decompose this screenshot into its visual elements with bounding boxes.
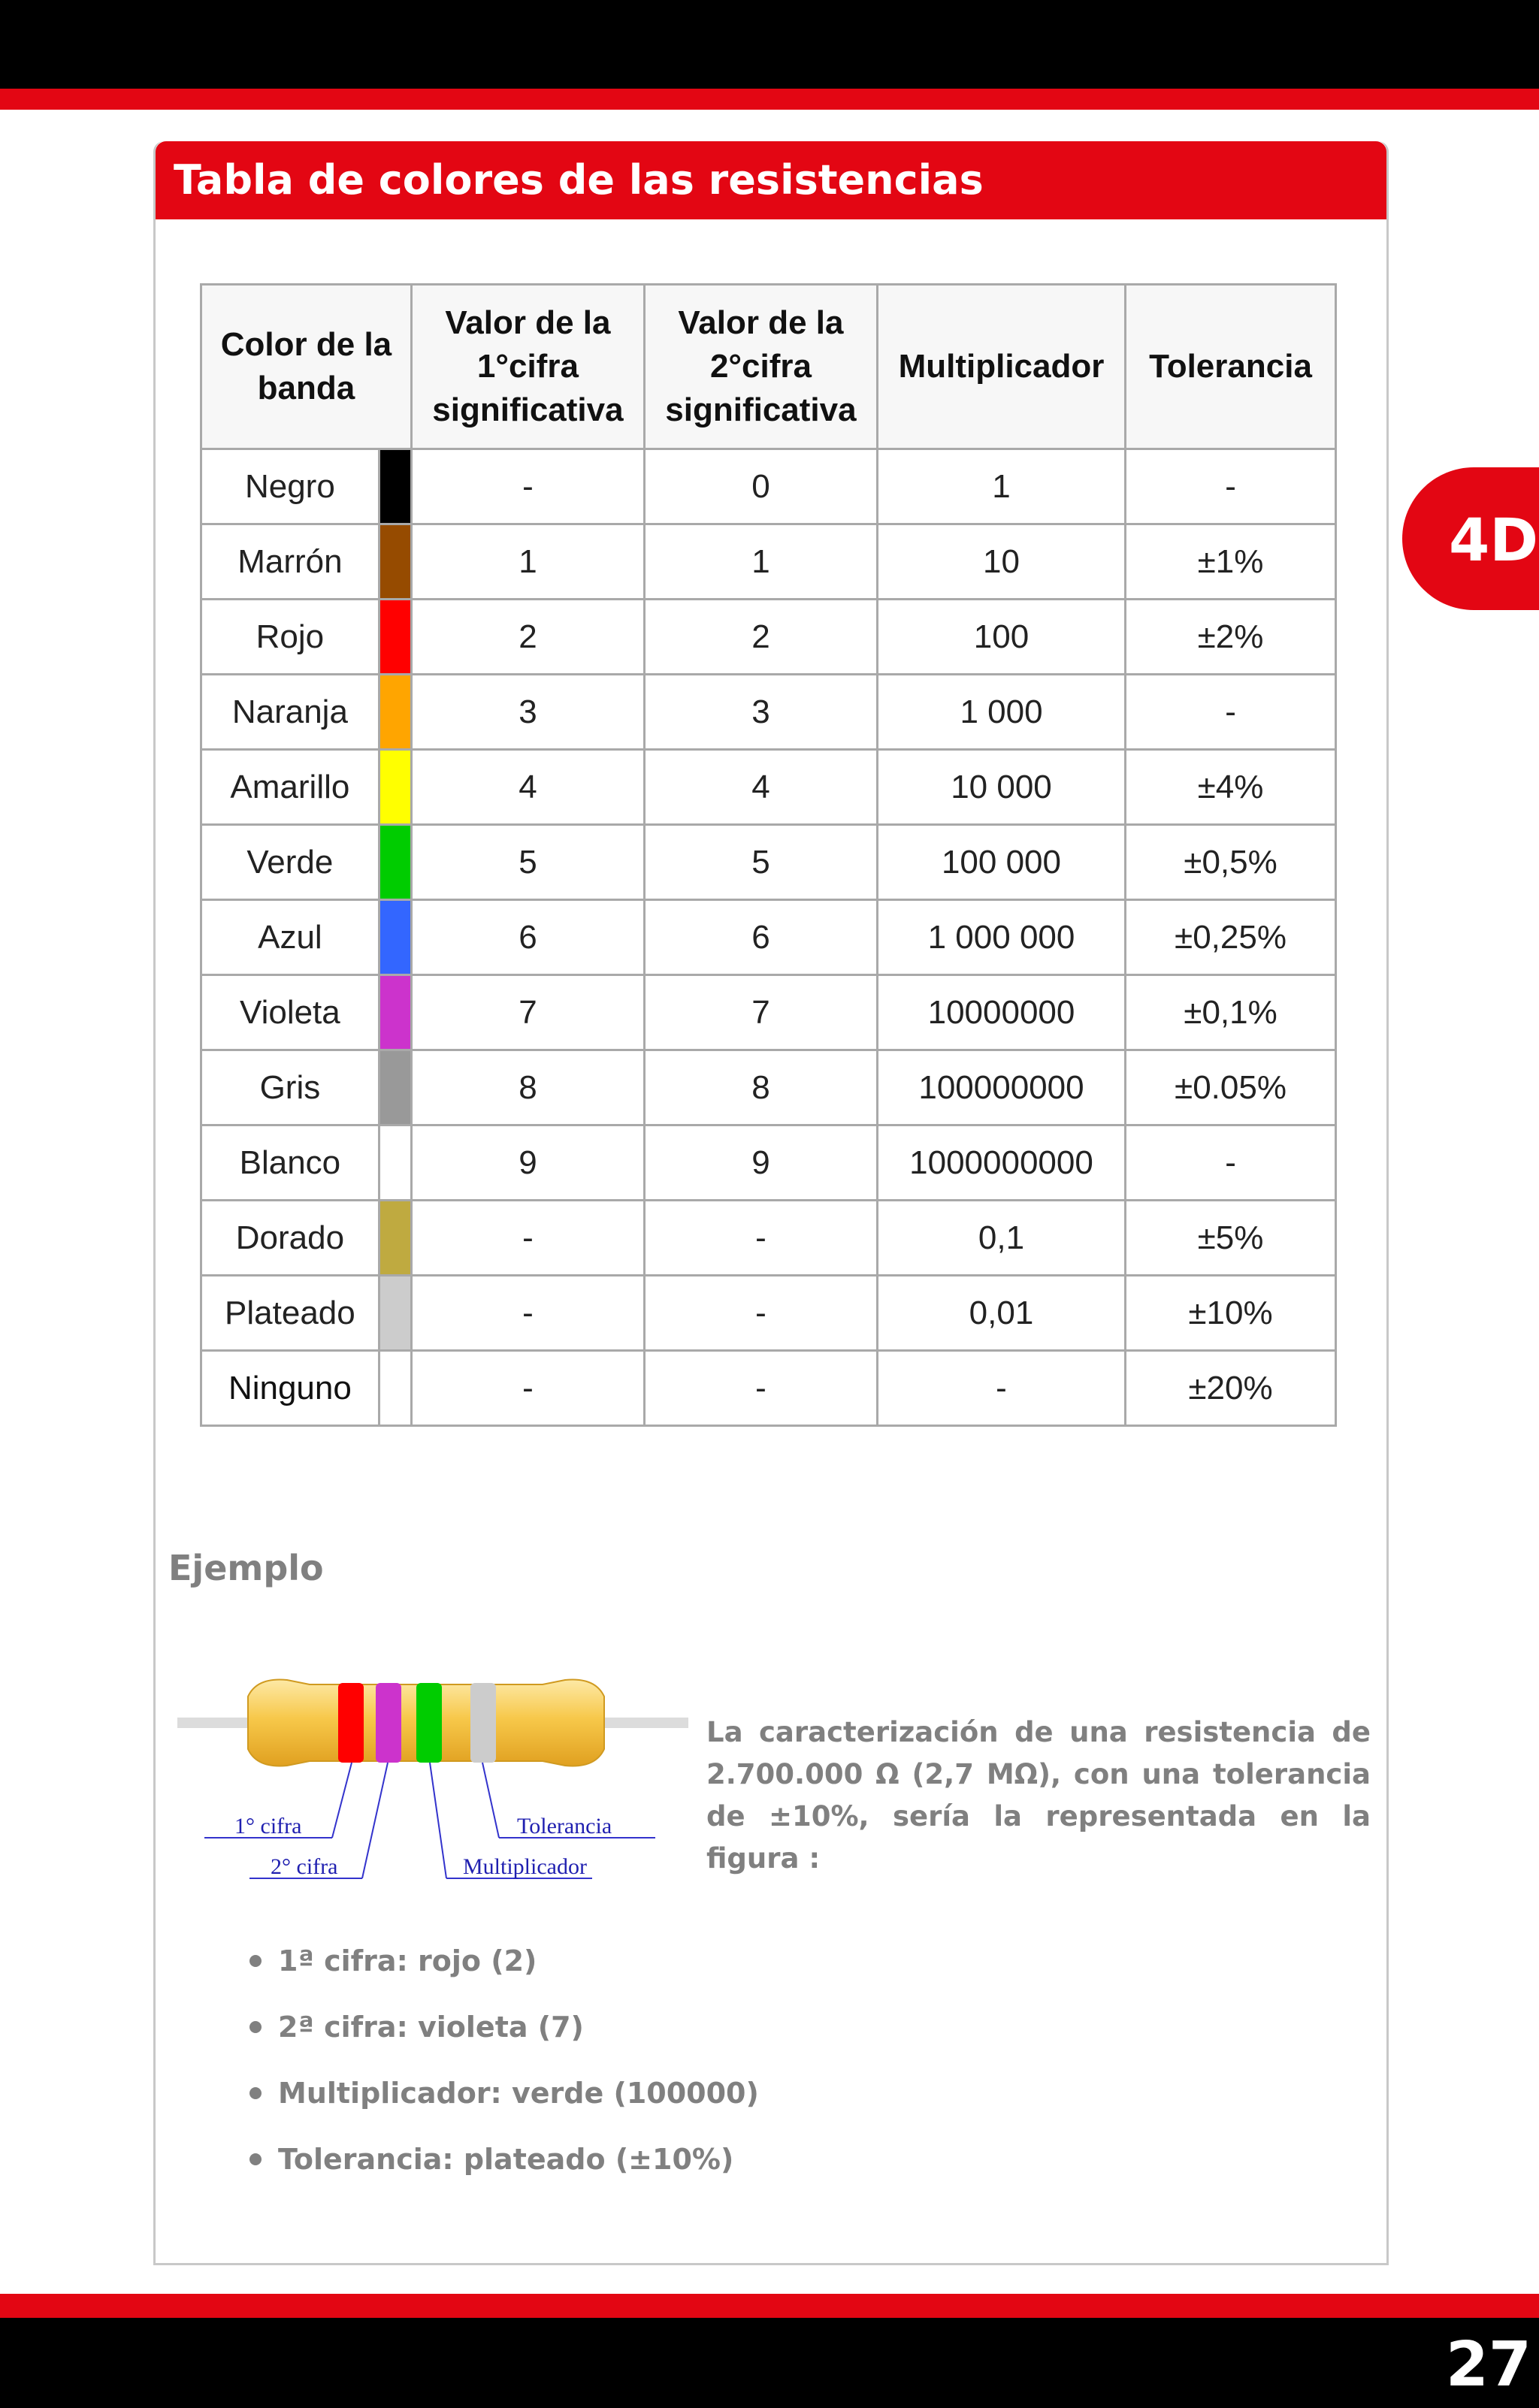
multiplier-cell: 1 000 — [877, 675, 1125, 750]
table-row — [201, 524, 1336, 600]
top-black-bar — [0, 0, 1539, 89]
tolerance-cell: ±0,5% — [1126, 825, 1336, 900]
table-row — [201, 1201, 1336, 1276]
tolerance-cell: ±5% — [1126, 1201, 1336, 1276]
multiplier-cell: 100 000 — [877, 825, 1125, 900]
digit1-cell: - — [411, 1351, 644, 1426]
digit1-cell: 4 — [411, 750, 644, 825]
example-description: La caracterización de una resistencia de 2.700.000 Ω (2,7 MΩ), con una tolerancia de ±10%, sería la representada en la figura : — [706, 1716, 1371, 1875]
tolerance-cell: ±20% — [1126, 1351, 1336, 1426]
resistor-figure — [174, 1660, 693, 1893]
color-name-cell[interactable]: Azul — [201, 900, 379, 975]
tolerance-cell: ±0.05% — [1126, 1050, 1336, 1125]
color-name-cell[interactable]: Negro — [201, 449, 379, 524]
color-name-cell[interactable]: Violeta — [201, 975, 379, 1050]
digit1-cell: - — [411, 449, 644, 524]
color-swatch — [379, 975, 411, 1050]
band-violet — [376, 1683, 401, 1763]
color-swatch — [379, 1276, 411, 1351]
color-name-cell[interactable]: Blanco — [201, 1125, 379, 1201]
digit2-cell: 6 — [644, 900, 877, 975]
table-row — [201, 975, 1336, 1050]
color-name-cell: Ninguno — [201, 1351, 379, 1426]
tolerance-cell: - — [1126, 449, 1336, 524]
digit2-cell: 8 — [644, 1050, 877, 1125]
table-row — [201, 750, 1336, 825]
band-red — [338, 1683, 364, 1763]
color-swatch — [379, 1125, 411, 1201]
color-name-cell[interactable]: Verde — [201, 825, 379, 900]
color-swatch — [379, 600, 411, 675]
digit2-cell: - — [644, 1351, 877, 1426]
page-number: 27 — [1445, 2329, 1531, 2400]
color-swatch — [379, 750, 411, 825]
table-row — [201, 825, 1336, 900]
digit2-cell: 5 — [644, 825, 877, 900]
color-swatch — [379, 1050, 411, 1125]
digit1-cell: 2 — [411, 600, 644, 675]
digit2-cell: - — [644, 1276, 877, 1351]
table-row — [201, 600, 1336, 675]
multiplier-cell: - — [877, 1351, 1125, 1426]
label-cifra2: 2° cifra — [271, 1854, 338, 1879]
color-name-cell[interactable]: Amarillo — [201, 750, 379, 825]
label-tolerancia: Tolerancia — [517, 1814, 612, 1838]
multiplier-cell: 0,01 — [877, 1276, 1125, 1351]
digit2-cell: 0 — [644, 449, 877, 524]
multiplier-cell: 1 000 000 — [877, 900, 1125, 975]
section-title: Tabla de colores de las resistencias — [174, 156, 984, 204]
list-item: 1ª cifra: rojo (2) — [225, 1940, 759, 2006]
color-swatch — [379, 675, 411, 750]
color-name-cell[interactable]: Dorado — [201, 1201, 379, 1276]
tolerance-cell: ±0,25% — [1126, 900, 1336, 975]
tolerance-cell: ±4% — [1126, 750, 1336, 825]
chapter-label: 4D — [1449, 507, 1539, 575]
multiplier-cell: 1000000000 — [877, 1125, 1125, 1201]
list-item: Multiplicador: verde (100000) — [225, 2072, 759, 2138]
header-color: Color de la banda — [201, 285, 412, 449]
color-name-cell[interactable]: Rojo — [201, 600, 379, 675]
example-bullet-list — [225, 1940, 759, 2204]
tolerance-cell: - — [1126, 675, 1336, 750]
multiplier-cell: 100000000 — [877, 1050, 1125, 1125]
color-swatch — [379, 825, 411, 900]
tolerance-cell: - — [1126, 1125, 1336, 1201]
band-silver — [470, 1683, 496, 1763]
bottom-black-bar — [0, 2318, 1539, 2408]
color-name-cell[interactable]: Plateado — [201, 1276, 379, 1351]
color-swatch — [379, 449, 411, 524]
digit1-cell: 1 — [411, 524, 644, 600]
digit2-cell: 2 — [644, 600, 877, 675]
digit1-cell: 5 — [411, 825, 644, 900]
table-row — [201, 900, 1336, 975]
digit1-cell: 7 — [411, 975, 644, 1050]
digit2-cell: 7 — [644, 975, 877, 1050]
digit2-cell: 1 — [644, 524, 877, 600]
digit1-cell: 3 — [411, 675, 644, 750]
bottom-red-stripe — [0, 2294, 1539, 2318]
color-swatch — [379, 524, 411, 600]
color-code-table — [200, 283, 1337, 1427]
header-multiplier: Multiplicador — [877, 285, 1125, 449]
multiplier-cell: 100 — [877, 600, 1125, 675]
digit1-cell: - — [411, 1201, 644, 1276]
color-name-cell[interactable]: Naranja — [201, 675, 379, 750]
example-heading: Ejemplo — [168, 1548, 324, 1588]
digit2-cell: 9 — [644, 1125, 877, 1201]
color-name-cell[interactable]: Gris — [201, 1050, 379, 1125]
digit2-cell: 4 — [644, 750, 877, 825]
header-digit2: Valor de la 2°cifra significativa — [644, 285, 877, 449]
label-cifra1: 1° cifra — [234, 1814, 302, 1838]
table-header-row — [201, 285, 1336, 449]
tolerance-cell: ±2% — [1126, 600, 1336, 675]
multiplier-cell: 10000000 — [877, 975, 1125, 1050]
digit1-cell: 8 — [411, 1050, 644, 1125]
digit1-cell: - — [411, 1276, 644, 1351]
tolerance-cell: ±0,1% — [1126, 975, 1336, 1050]
multiplier-cell: 1 — [877, 449, 1125, 524]
header-digit1: Valor de la 1°cifra significativa — [411, 285, 644, 449]
digit2-cell: 3 — [644, 675, 877, 750]
multiplier-cell: 10 000 — [877, 750, 1125, 825]
header-tolerance: Tolerancia — [1126, 285, 1336, 449]
table-row — [201, 1276, 1336, 1351]
digit1-cell: 9 — [411, 1125, 644, 1201]
panel-header — [156, 141, 1386, 219]
list-item: Tolerancia: plateado (±10%) — [225, 2138, 759, 2204]
table-row — [201, 449, 1336, 524]
table-row — [201, 1125, 1336, 1201]
band-green — [416, 1683, 442, 1763]
tolerance-cell: ±1% — [1126, 524, 1336, 600]
color-swatch — [379, 1201, 411, 1276]
table-row — [201, 675, 1336, 750]
label-multiplicador: Multiplicador — [463, 1854, 587, 1879]
digit1-cell: 6 — [411, 900, 644, 975]
top-red-stripe — [0, 89, 1539, 110]
list-item: 2ª cifra: violeta (7) — [225, 2006, 759, 2072]
table-row — [201, 1351, 1336, 1426]
color-name-cell[interactable]: Marrón — [201, 524, 379, 600]
multiplier-cell: 10 — [877, 524, 1125, 600]
table-row — [201, 1050, 1336, 1125]
color-swatch — [379, 1351, 411, 1426]
multiplier-cell: 0,1 — [877, 1201, 1125, 1276]
color-swatch — [379, 900, 411, 975]
tolerance-cell: ±10% — [1126, 1276, 1336, 1351]
digit2-cell: - — [644, 1201, 877, 1276]
